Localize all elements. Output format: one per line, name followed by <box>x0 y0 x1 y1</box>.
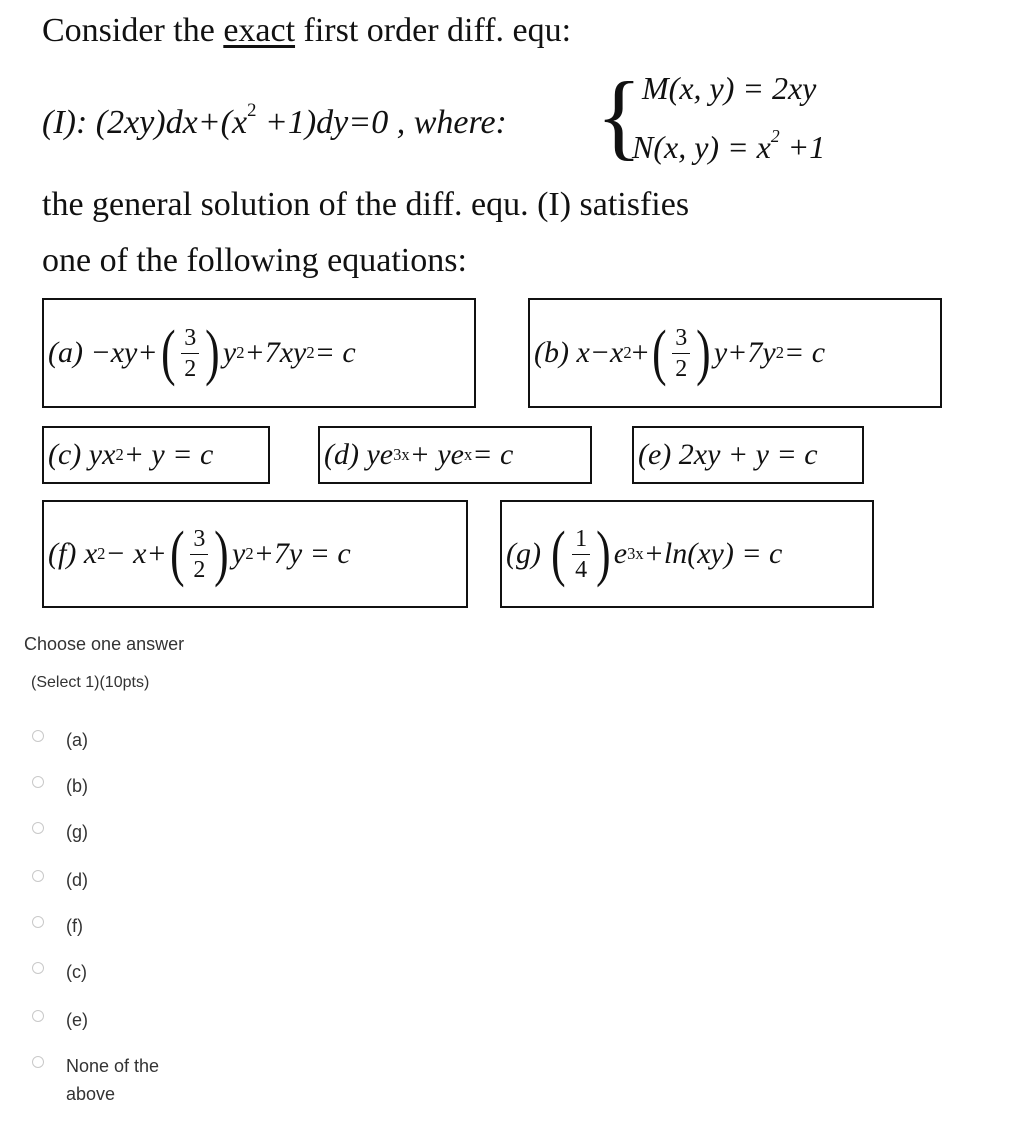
option-c[interactable] <box>32 958 87 986</box>
differential-equation <box>42 100 507 142</box>
equation-box-c <box>42 426 270 484</box>
right-paren-glyph: ) <box>696 319 711 387</box>
n-pre: N(x, y) = x <box>632 128 771 165</box>
eq-g-sup1: 3x <box>627 544 644 563</box>
eq-c-label: (c) <box>48 438 82 471</box>
eq-f-sup0: 2 <box>97 544 106 563</box>
eq-f-sup1: 2 <box>245 544 254 563</box>
eq-e-body: 2xy + y = c <box>678 438 818 471</box>
radio-icon[interactable] <box>32 916 44 928</box>
eq-f-den: 2 <box>193 556 206 583</box>
eq-a-fraction <box>181 326 199 381</box>
n-function <box>632 126 825 166</box>
radio-icon[interactable] <box>32 822 44 834</box>
option-g[interactable] <box>32 818 88 846</box>
left-brace-glyph: { <box>596 62 643 169</box>
equation-box-f <box>42 500 468 608</box>
eq-e-label: (e) <box>638 438 672 471</box>
eq-b-num: 3 <box>675 324 688 351</box>
eq-b-label: (b) <box>534 336 569 369</box>
option-label: (g) <box>66 822 88 842</box>
eq-d-sup2: x <box>464 445 473 464</box>
eq-g-end: +ln(xy) = c <box>643 537 783 570</box>
eq-a-sup1: 2 <box>236 343 245 362</box>
eq-g-num: 1 <box>575 525 588 552</box>
option-d[interactable] <box>32 866 88 894</box>
eq-f-num: 3 <box>193 525 206 552</box>
choose-one-answer-label: Choose one answer <box>24 634 185 654</box>
eq-d-sup1: 3x <box>393 445 410 464</box>
fraction-bar <box>190 554 208 555</box>
eq-b-fraction <box>672 326 690 381</box>
eq-g-fraction <box>572 527 590 582</box>
option-b[interactable] <box>32 772 88 800</box>
option-label: (e) <box>66 1010 88 1030</box>
option-none[interactable] <box>32 1052 159 1108</box>
eq-d-b1: ye <box>366 438 394 471</box>
left-paren-glyph: ( <box>551 520 567 588</box>
eq-b-end: = c <box>783 336 826 369</box>
eq-a-term: +7xy <box>244 336 307 369</box>
fraction-bar <box>572 554 590 555</box>
eq-g-label: (g) <box>506 537 541 570</box>
question-line-3: the general solution of the diff. equ. (I) satisfies <box>42 186 690 223</box>
radio-icon[interactable] <box>32 776 44 788</box>
eq-f-end: +7y = c <box>253 537 351 570</box>
eq-a-pre: −xy+ <box>90 336 158 369</box>
eq-tail: +1)dy=0 , where: <box>256 103 507 141</box>
radio-icon[interactable] <box>32 730 44 742</box>
right-paren-glyph: ) <box>205 319 220 387</box>
eq-c-sup: 2 <box>115 445 124 464</box>
equation-box-d <box>318 426 592 484</box>
option-label: (a) <box>66 730 88 750</box>
left-paren-glyph: ( <box>160 319 176 387</box>
eq-a-label: (a) <box>48 336 83 369</box>
eq-f-pre: x <box>83 537 98 570</box>
right-paren-glyph: ) <box>214 520 229 588</box>
eq-d-end: = c <box>472 438 514 471</box>
option-a[interactable] <box>32 726 88 754</box>
eq-a-den: 2 <box>184 355 197 382</box>
radio-icon[interactable] <box>32 1010 44 1022</box>
eq-c-end: + y = c <box>123 438 214 471</box>
exact-word: exact <box>223 12 296 49</box>
m-function: M(x, y) = 2xy <box>642 70 817 106</box>
eq-main: (I): (2xy)dx+(x <box>42 103 248 141</box>
equation-box-a <box>42 298 476 408</box>
eq-a-y: y <box>222 336 237 369</box>
radio-icon[interactable] <box>32 1056 44 1068</box>
option-label <box>66 1052 159 1108</box>
eq-a-end: = c <box>314 336 356 369</box>
eq-a-num: 3 <box>184 324 197 351</box>
option-label: (d) <box>66 870 88 890</box>
question-text: first order diff. equ: <box>295 12 572 49</box>
eq-a-sup2: 2 <box>306 343 315 362</box>
option-f[interactable] <box>32 912 83 940</box>
eq-d-label: (d) <box>324 438 359 471</box>
eq-g-den: 4 <box>575 556 588 583</box>
right-paren-glyph: ) <box>596 520 611 588</box>
left-paren-glyph: ( <box>651 319 667 387</box>
question-text: Consider the <box>42 12 224 49</box>
option-label: (b) <box>66 776 88 796</box>
equation-box-g <box>500 500 874 608</box>
radio-icon[interactable] <box>32 962 44 974</box>
option-label-line-2: above <box>66 1084 116 1104</box>
eq-b-sup0: 2 <box>623 343 632 362</box>
eq-c-body: yx <box>88 438 116 471</box>
radio-icon[interactable] <box>32 870 44 882</box>
eq-b-plus: + <box>631 336 649 369</box>
eq-f-label: (f) <box>48 537 77 570</box>
select-note: (Select 1)(10pts) <box>31 674 150 691</box>
eq-b-pre: x−x <box>576 336 624 369</box>
equation-box-e <box>632 426 864 484</box>
option-label: (c) <box>66 962 87 982</box>
question-line-4: one of the following equations: <box>42 242 467 279</box>
eq-f-fraction <box>190 527 208 582</box>
n-post: +1 <box>779 128 826 165</box>
eq-f-pre2: − x+ <box>105 537 167 570</box>
fraction-bar <box>181 353 199 354</box>
eq-f-y: y <box>232 537 246 570</box>
eq-b-term: y+7y <box>713 336 776 369</box>
n-sup: 2 <box>770 126 780 146</box>
eq-b-sup1: 2 <box>775 343 784 362</box>
option-label: (f) <box>66 916 83 936</box>
eq-g-e: e <box>613 537 628 570</box>
eq-sup: 2 <box>247 100 257 121</box>
eq-b-den: 2 <box>675 355 688 382</box>
question-line-1 <box>42 12 571 50</box>
option-label-line-1: None of the <box>66 1056 160 1076</box>
equation-box-b <box>528 298 942 408</box>
eq-d-b2: + ye <box>409 438 464 471</box>
option-e[interactable] <box>32 1006 88 1034</box>
fraction-bar <box>672 353 690 354</box>
left-paren-glyph: ( <box>169 520 185 588</box>
